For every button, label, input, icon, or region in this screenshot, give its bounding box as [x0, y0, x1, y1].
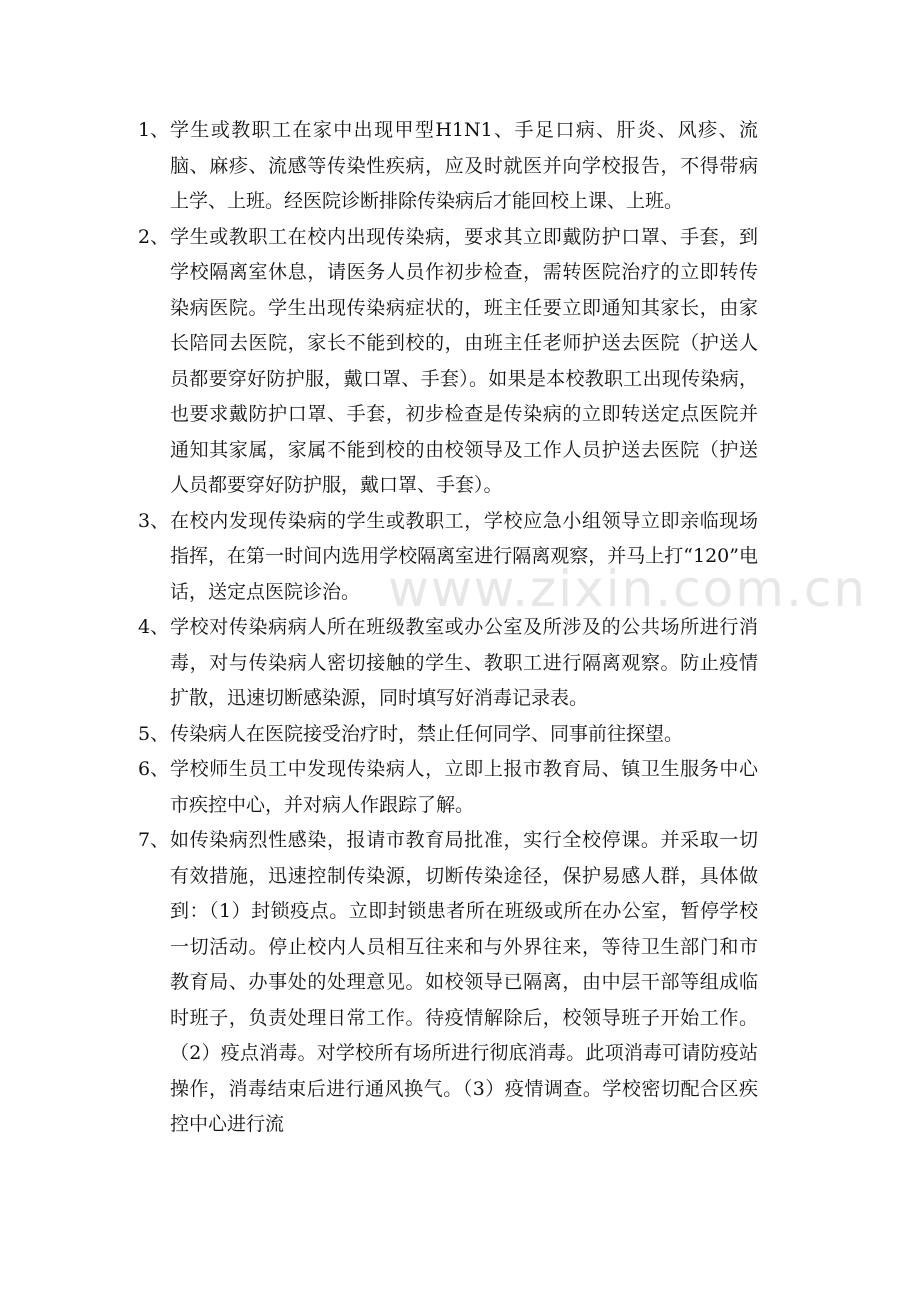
list-item-6: [138, 752, 758, 823]
watermark: www.zixin.com.cn: [388, 560, 868, 618]
item-text: 学校对传染病病人所在班级教室或办公室及所涉及的公共场所进行消毒，对与传染病人密切接触的学生、教职工进行隔离观察。防止疫情扩散，迅速切断感染源，同时填写好消毒记录表。: [170, 616, 758, 709]
list-item-4: [138, 610, 758, 717]
item-text: 如传染病烈性感染，报请市教育局批准，实行全校停课。并采取一切有效措施，迅速控制传染源，切断传染途径，保护易感人群，具体做到：（1）封锁疫点。立即封锁患者所在班级或所在办公室，暂停学校一切活动。停止校内人员相互往来和与外界往来，等待卫生部门和市教育局、办事处的处理意见。如校领导已隔离，由中层干部等组成临时班子，负责处理日常工作。待疫情解除后，校领导班子开始工作。（2）疫点消毒。对学校所有场所进行彻底消毒。此项消毒可请防疫站操作，消毒结束后进行通风换气。（3）疫情调查。学校密切配合区疾控中心进行流: [170, 829, 758, 1135]
list-item-1: [138, 113, 758, 220]
item-number: 6、: [138, 758, 170, 780]
item-text: 学生或教职工在家中出现甲型H1N1、手足口病、肝炎、风疹、流脑、麻疹、流感等传染性疾病，应及时就医并向学校报告，不得带病上学、上班。经医院诊断排除传染病后才能回校上课、上班。: [170, 119, 758, 212]
item-text: 学校师生员工中发现传染病人，立即上报市教育局、镇卫生服务中心市疾控中心，并对病人作跟踪了解。: [170, 758, 758, 816]
list-item-3: [138, 504, 758, 611]
item-text: 传染病人在医院接受治疗时，禁止任何同学、同事前往探望。: [170, 722, 684, 745]
item-number: 4、: [138, 616, 170, 638]
list-item-7: [138, 823, 758, 1143]
list-item-2: [138, 220, 758, 504]
item-number: 3、: [138, 509, 170, 532]
item-text: 学生或教职工在校内出现传染病，要求其立即戴防护口罩、手套，到学校隔离室休息，请医务人员作初步检查，需转医院治疗的立即转传染病医院。学生出现传染病症状的，班主任要立即通知其家长，由家长陪同去医院，家长不能到校的，由班主任老师护送去医院（护送人员都要穿好防护服，戴口罩、手套）。如果是本校教职工出现传染病，也要求戴防护口罩、手套，初步检查是传染病的立即转送定点医院并通知其家属，家属不能到校的由校领导及工作人员护送去医院（护送人员都要穿好防护服，戴口罩、手套）。: [170, 225, 758, 496]
item-number: 7、: [138, 829, 170, 851]
document-body: [138, 113, 758, 1143]
item-number: 2、: [138, 225, 170, 248]
item-number: 5、: [138, 722, 170, 745]
item-number: 1、: [138, 119, 170, 141]
item-text: 在校内发现传染病的学生或教职工，学校应急小组领导立即亲临现场指挥，在第一时间内选用学校隔离室进行隔离观察，并马上打“120”电话，送定点医院诊治。: [170, 509, 758, 603]
list-item-5: [138, 717, 758, 753]
